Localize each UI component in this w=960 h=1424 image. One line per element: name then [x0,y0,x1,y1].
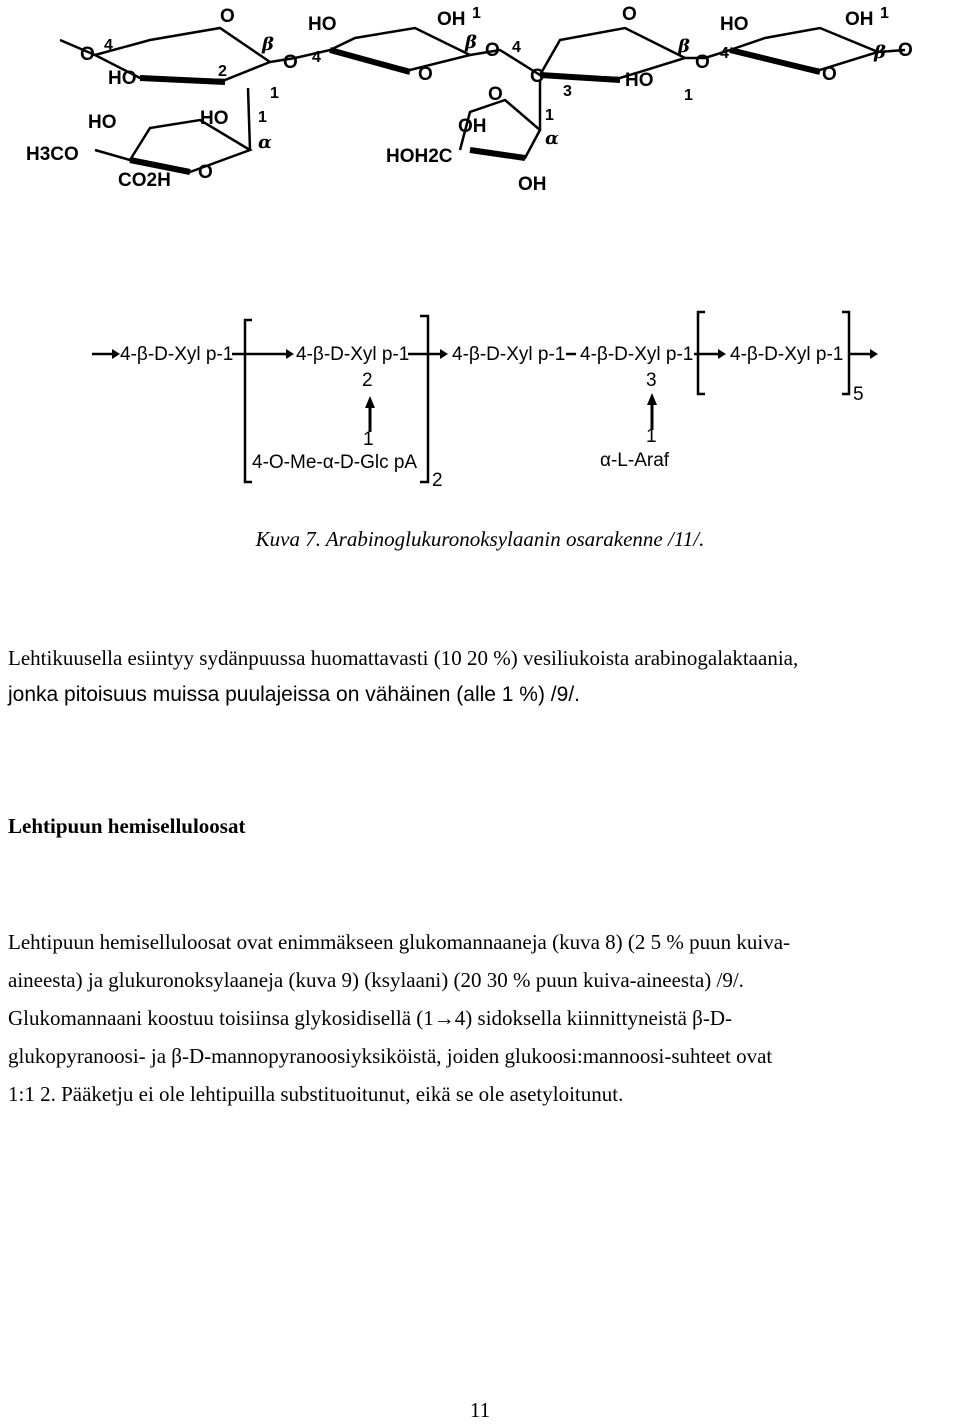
carbon-number-label: 1 [270,85,279,102]
carbon-number-label: 1 [258,109,267,126]
ring-oxygen-label: O [822,64,837,85]
ring-oxygen-label: O [488,84,503,105]
beta-label: β [874,42,886,63]
hydroxyl-label: HO [720,14,749,35]
carboxyl-label: CO2H [118,170,171,191]
ring-oxygen-label: O [418,64,433,85]
paragraph-line: jonka pitoisuus muissa puulajeissa on vähäinen (alle 1 %) /9/. [8,683,580,706]
carbon-number-label: 1 [545,107,554,124]
hydroxymethyl-label: HOH2C [386,146,453,167]
glycosidic-oxygen-label: O [530,66,545,87]
glucuronic-acid-label: 4-O-Me-α-D-Glc pA [252,452,418,473]
hydroxyl-label: OH [518,174,547,195]
beta-label: β [262,34,274,55]
carbon-number-label: 4 [512,39,521,56]
arabinose-label: α-L-Araf [600,450,670,471]
structure-figure [0,0,960,500]
carbon-number-label: 1 [880,5,889,22]
linkage-position: 1 [363,429,374,450]
carbon-number-label: 1 [684,87,693,104]
xylose-unit: 4-β-D-Xyl p-1 [452,344,566,365]
alpha-label: α [545,128,559,149]
carbon-number-label: 1 [472,5,481,22]
hydroxyl-label: OH [845,9,874,30]
paragraph-line: 1:1 2. Pääketju ei ole lehtipuilla substituoitunut, eikä se ole asetyloitunut. [8,1082,624,1106]
carbon-number-label: 2 [218,63,227,80]
xylose-unit: 4-β-D-Xyl p-1 [120,344,234,365]
hydroxyl-label: HO [88,112,117,133]
ring-oxygen-label: O [622,4,637,25]
paragraph-larch [8,640,952,678]
paragraph-line: Glukomannaani koostuu toisiinsa glykosidisellä (1→4) sidoksella kiinnittyneistä β-D- [8,1006,733,1030]
glucuronic-acid-ring [95,88,250,172]
repeat-count: 2 [432,470,443,491]
glycosidic-oxygen-label: O [283,52,298,73]
arabinoglucuronoxylan-diagram [0,0,960,500]
paragraph-line: Lehtipuun hemiselluloosat ovat enimmäkseen glukomannaaneja (kuva 8) (2 5 % puun kuiva- [8,930,791,954]
ring-oxygen-label: O [80,44,95,65]
alpha-label: α [258,132,272,153]
linkage-position: 1 [646,426,657,447]
xylan-chain [92,312,878,491]
hydroxyl-label: HO [200,108,229,129]
repeat-count: 5 [853,384,864,405]
paragraph-line: Lehtikuusella esiintyy sydänpuussa huomattavasti (10 20 %) vesiliukoista arabinogalaktaania, [8,646,799,670]
hydroxyl-label: HO [308,14,337,35]
carbon-number-label: 3 [563,83,572,100]
glycosidic-oxygen-label: O [695,52,710,73]
carbon-number-label: 4 [104,37,113,54]
ring-oxygen-label: O [198,162,213,183]
glycosidic-oxygen-label: O [485,40,500,61]
hydroxyl-label: HO [108,68,137,89]
paragraph-line: glukopyranoosi- ja β-D-mannopyranoosiyksiköistä, joiden glukoosi:mannoosi-suhteet ovat [8,1044,773,1068]
hydroxyl-label: OH [458,116,487,137]
hydroxyl-label: HO [625,70,654,91]
page-number: 11 [469,1398,491,1422]
linkage-position: 3 [646,370,657,391]
xylose-unit: 4-β-D-Xyl p-1 [296,344,410,365]
beta-label: β [465,32,477,53]
glycosidic-oxygen-label: O [898,40,913,61]
paragraph-line: aineesta) ja glukuronoksylaaneja (kuva 9) (ksylaani) (20 30 % puun kuiva-aineesta) /9/. [8,968,744,992]
xylan-backbone-rings [60,28,905,82]
ring-oxygen-label: O [220,6,235,27]
caption-label: Kuva 7. [255,527,321,551]
section-heading: Lehtipuun hemiselluloosat [8,814,246,838]
caption-text: Arabinoglukuronoksylaanin osarakenne /11/. [325,527,705,551]
carbon-number-label: 4 [720,45,729,62]
hydroxyl-label: OH [437,9,466,30]
paragraph-larch-line2 [8,676,952,714]
xylose-unit: 4-β-D-Xyl p-1 [730,344,844,365]
methoxy-label: H3CO [26,144,79,165]
carbon-number-label: 4 [312,49,321,66]
linkage-position: 2 [362,370,373,391]
xylose-unit: 4-β-D-Xyl p-1 [580,344,694,365]
beta-label: β [678,36,690,57]
figure-caption [0,527,960,552]
